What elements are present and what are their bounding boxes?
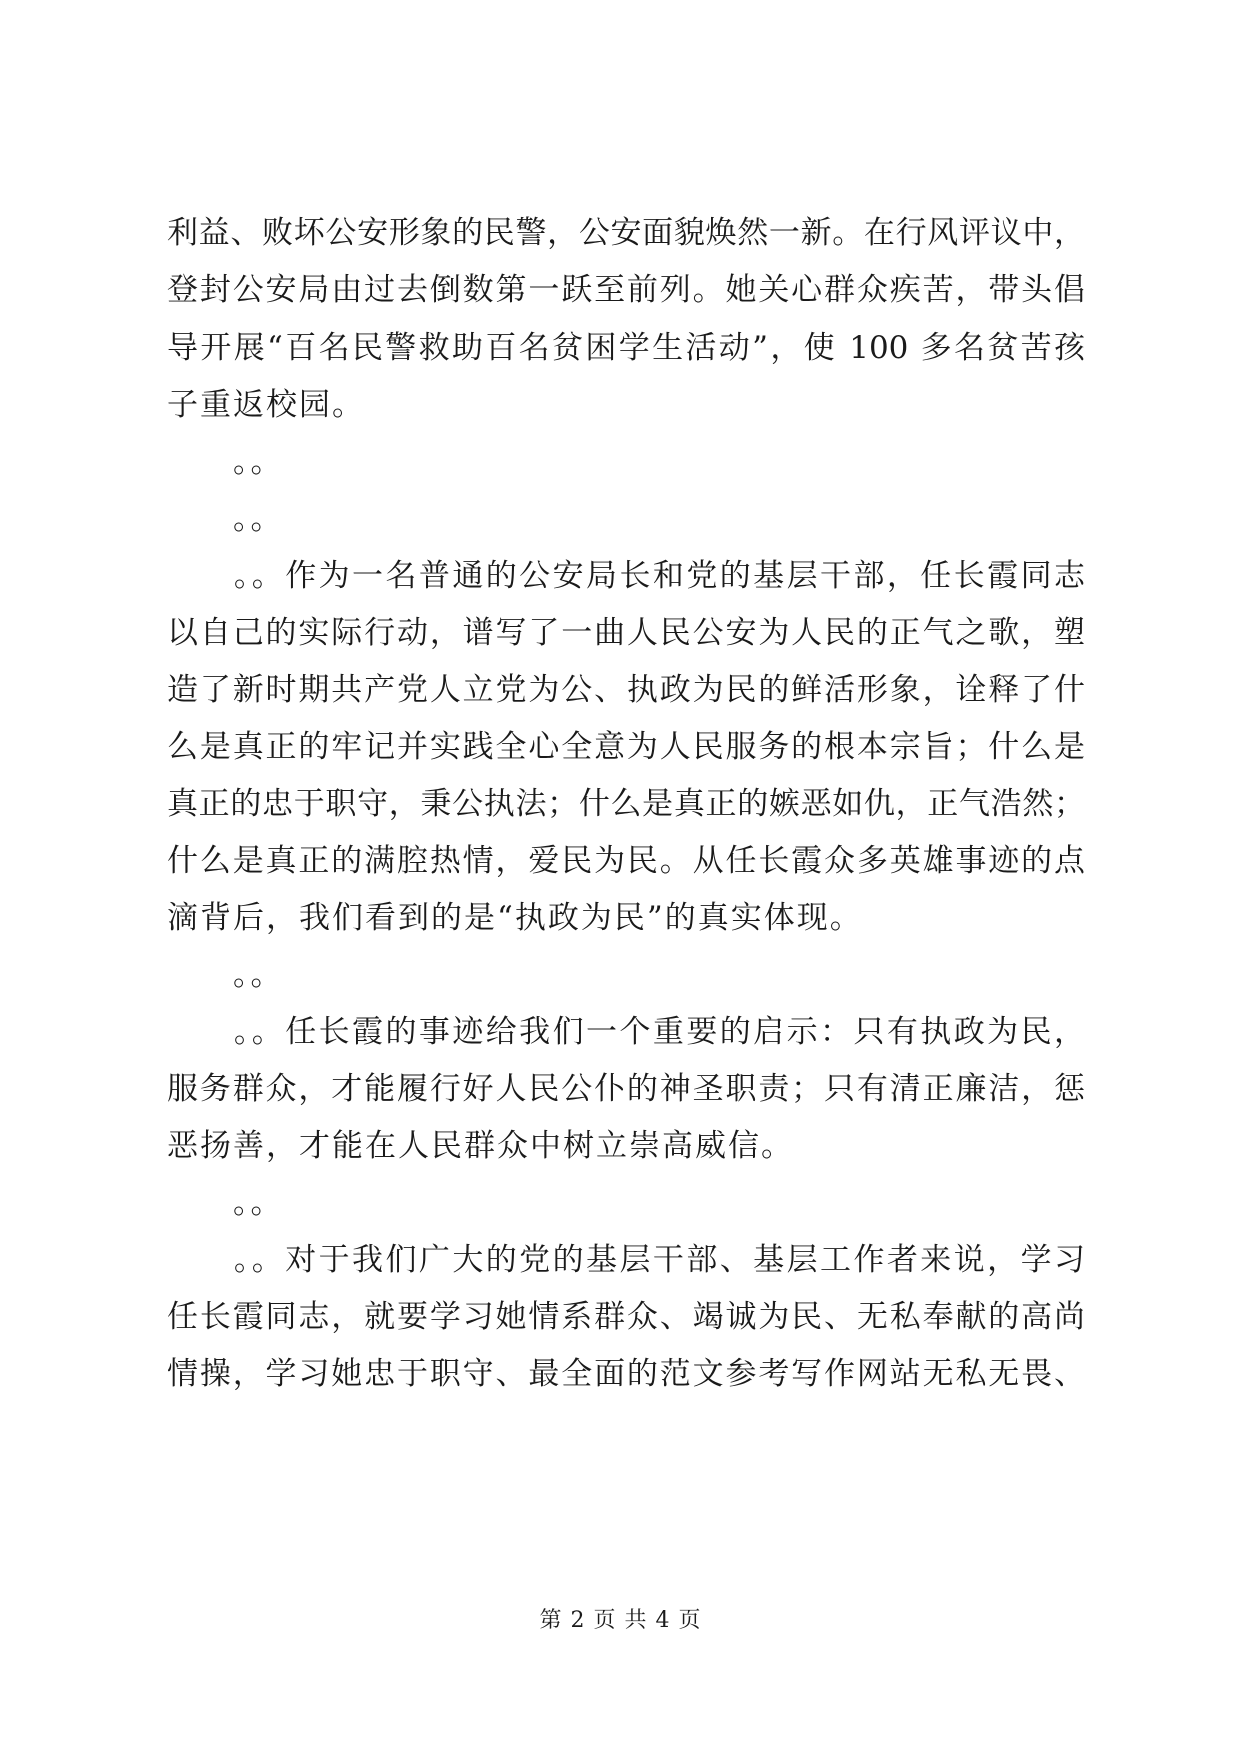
text-line: 登封公安局由过去倒数第一跃至前列。她关心群众疾苦，带头倡: [167, 272, 1085, 308]
text-line: 子重返校园。: [167, 387, 365, 423]
text-line: 滴背后，我们看到的是“执政为民”的真实体现。: [167, 900, 863, 936]
text-line: 情操，学习她忠于职守、最全面的范文参考写作网站无私无畏、: [167, 1356, 1085, 1392]
text-line: 。。任长霞的事迹给我们一个重要的启示：只有执政为民，: [167, 1014, 1085, 1050]
text-line: 导开展“百名民警救助百名贫困学生活动”，使 100 多名贫苦孩: [167, 330, 1085, 366]
text-line: 。。对于我们广大的党的基层干部、基层工作者来说，学习: [167, 1242, 1085, 1278]
text-line: 任长霞同志，就要学习她情系群众、竭诚为民、无私奉献的高尚: [167, 1299, 1085, 1335]
text-line: 利益、败坏公安形象的民警，公安面貌焕然一新。在行风评议中，: [167, 215, 1085, 251]
text-line: 造了新时期共产党人立党为公、执政为民的鲜活形象，诠释了什: [167, 672, 1085, 708]
text-line: 恶扬善，才能在人民群众中树立崇高威信。: [167, 1128, 794, 1164]
text-line: 。。: [167, 444, 284, 480]
text-line: 以自己的实际行动，谱写了一曲人民公安为人民的正气之歌，塑: [167, 615, 1085, 651]
text-line: 么是真正的牢记并实践全心全意为人民服务的根本宗旨；什么是: [167, 729, 1085, 765]
text-line: 服务群众，才能履行好人民公仆的神圣职责；只有清正廉洁，惩: [167, 1071, 1085, 1107]
text-line: 。。: [167, 957, 284, 993]
text-line: 什么是真正的满腔热情，爱民为民。从任长霞众多英雄事迹的点: [167, 843, 1085, 879]
text-line: 。。: [167, 501, 284, 537]
text-line: 真正的忠于职守，秉公执法；什么是真正的嫉恶如仇，正气浩然；: [167, 786, 1085, 822]
text-line: 。。: [167, 1185, 284, 1221]
text-line: 。。作为一名普通的公安局长和党的基层干部，任长霞同志: [167, 558, 1085, 594]
page-footer: 第 2 页 共 4 页: [539, 1608, 702, 1633]
